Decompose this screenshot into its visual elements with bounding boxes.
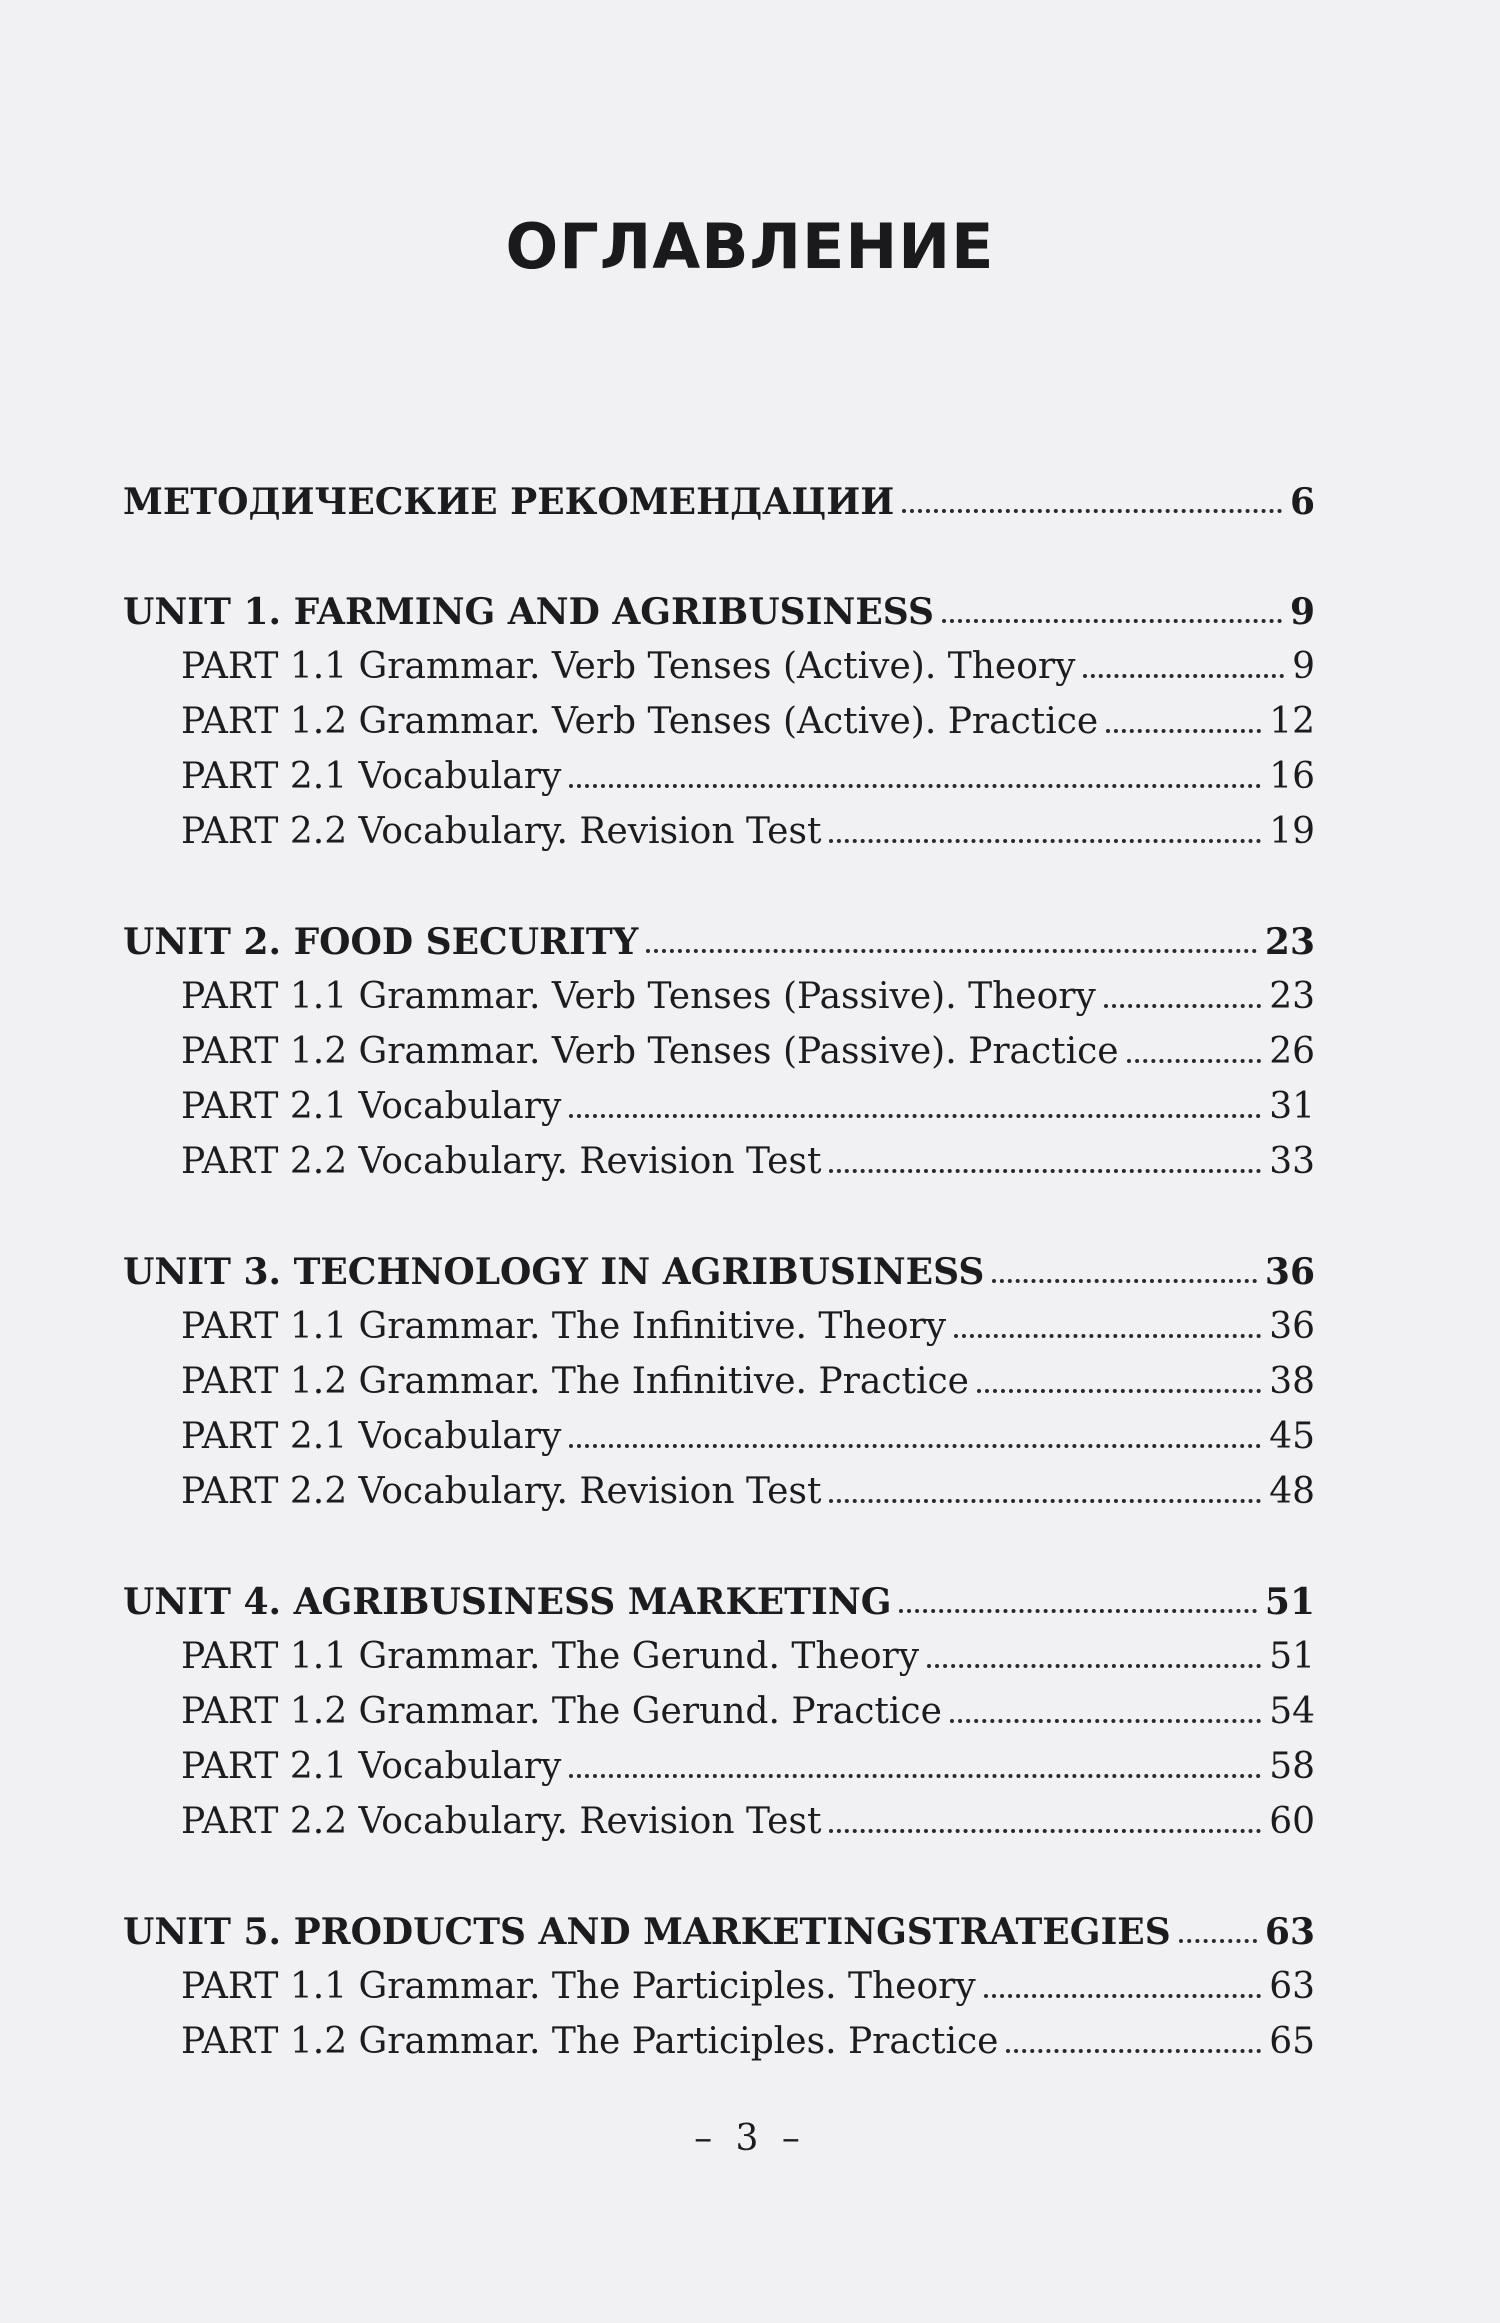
toc-entry [181, 1073, 1315, 1129]
toc-entry-page: 63 [1269, 1966, 1315, 2007]
toc-entry [181, 743, 1315, 799]
toc-entry-page: 54 [1269, 1691, 1315, 1732]
toc-entry-title: UNIT 3. TECHNOLOGY IN AGRIBUSINESS [123, 1251, 985, 1293]
toc-entry [181, 1788, 1315, 1844]
dot-leader [1179, 1939, 1257, 1943]
toc-entry [181, 688, 1315, 744]
toc-entry-page: 36 [1269, 1306, 1315, 1347]
toc-section-heading [123, 468, 1315, 524]
dot-leader [646, 949, 1257, 953]
dot-leader [1104, 1004, 1261, 1008]
toc-entry-page: 36 [1264, 1251, 1315, 1293]
toc-entry-page: 38 [1269, 1361, 1315, 1402]
toc-entry-page: 51 [1264, 1581, 1315, 1623]
toc-entry-title: UNIT 1. FARMING AND AGRIBUSINESS [123, 591, 934, 633]
dot-leader [829, 1499, 1261, 1503]
dot-leader [569, 784, 1261, 788]
toc-entry-title: PART 1.2 Grammar. The Infinitive. Practice [181, 1361, 969, 1402]
toc-entry-title: PART 1.1 Grammar. The Infinitive. Theory [181, 1306, 947, 1347]
toc-section-heading [123, 578, 1315, 634]
toc-entry-title: PART 2.2 Vocabulary. Revision Test [181, 1471, 822, 1512]
toc-entry-title: PART 2.1 Vocabulary [181, 1416, 562, 1457]
toc-entry-page: 19 [1269, 811, 1315, 852]
toc-entry [181, 1458, 1315, 1514]
toc-entry-title: PART 1.2 Grammar. The Gerund. Practice [181, 1691, 942, 1732]
dot-leader [829, 1169, 1261, 1173]
toc-entry [181, 633, 1315, 689]
toc-entry [181, 1953, 1315, 2009]
toc-entry-title: PART 1.1 Grammar. Verb Tenses (Active). Theory [181, 646, 1076, 687]
toc-entry [181, 1733, 1315, 1789]
dot-leader [569, 1774, 1261, 1778]
toc-entry-page: 23 [1269, 976, 1315, 1017]
toc-entry-page: 63 [1264, 1911, 1315, 1953]
dot-leader [1127, 1059, 1262, 1063]
toc-entry-title: PART 1.2 Grammar. Verb Tenses (Passive). Practice [181, 1031, 1119, 1072]
toc-entry [181, 1623, 1315, 1679]
toc-entry-title: PART 1.2 Grammar. The Participles. Practice [181, 2021, 999, 2062]
dot-leader [829, 1829, 1261, 1833]
toc-entry-page: 48 [1269, 1471, 1315, 1512]
toc-entry-page: 6 [1289, 481, 1315, 523]
toc-entry-page: 9 [1292, 646, 1315, 687]
toc-entry [181, 1678, 1315, 1734]
toc-entry [181, 1018, 1315, 1074]
toc-section-heading [123, 908, 1315, 964]
toc-entry-title: PART 1.1 Grammar. The Participles. Theory [181, 1966, 976, 2007]
toc-entry-page: 26 [1269, 1031, 1315, 1072]
toc-entry-page: 60 [1269, 1801, 1315, 1842]
dot-leader [950, 1719, 1261, 1723]
toc-entry [181, 798, 1315, 854]
toc-entry-title: PART 2.1 Vocabulary [181, 1746, 562, 1787]
dot-leader [1083, 674, 1284, 678]
toc-entry-title: PART 1.1 Grammar. The Gerund. Theory [181, 1636, 920, 1677]
toc-section-heading [123, 1898, 1315, 1954]
toc-entry-page: 45 [1269, 1416, 1315, 1457]
dot-leader [569, 1114, 1261, 1118]
dot-leader [1006, 2049, 1261, 2053]
toc-entry-page: 58 [1269, 1746, 1315, 1787]
toc-entry-page: 65 [1269, 2021, 1315, 2062]
toc-entry-title: PART 2.1 Vocabulary [181, 1086, 562, 1127]
dot-leader [977, 1389, 1261, 1393]
toc-entry-title: UNIT 5. PRODUCTS AND MARKETINGSTRATEGIES [123, 1911, 1171, 1953]
toc-entry [181, 1403, 1315, 1459]
toc-entry-title: PART 1.2 Grammar. Verb Tenses (Active). Practice [181, 701, 1099, 742]
dot-leader [902, 509, 1282, 513]
toc-section-heading [123, 1568, 1315, 1624]
dot-leader [984, 1994, 1262, 1998]
toc-entry [181, 1348, 1315, 1404]
dot-leader [992, 1279, 1257, 1283]
toc-entry-page: 9 [1289, 591, 1315, 633]
toc-entry-page: 33 [1269, 1141, 1315, 1182]
toc-entry-page: 51 [1269, 1636, 1315, 1677]
dot-leader [954, 1334, 1261, 1338]
toc-entry-title: PART 2.1 Vocabulary [181, 756, 562, 797]
toc-entry-page: 23 [1264, 921, 1315, 963]
toc-section-heading [123, 1238, 1315, 1294]
page-number: – 3 – [694, 2118, 806, 2159]
dot-leader [942, 619, 1282, 623]
dot-leader [1106, 729, 1261, 733]
toc-entry [181, 2008, 1315, 2064]
toc-entry-title: PART 1.1 Grammar. Verb Tenses (Passive). Theory [181, 976, 1096, 1017]
toc-entry-title: UNIT 2. FOOD SECURITY [123, 921, 639, 963]
toc-entry [181, 1293, 1315, 1349]
toc-entry [181, 963, 1315, 1019]
toc-entry-title: PART 2.2 Vocabulary. Revision Test [181, 1801, 822, 1842]
toc-entry-page: 31 [1269, 1086, 1315, 1127]
toc-entry-title: PART 2.2 Vocabulary. Revision Test [181, 1141, 822, 1182]
page-title: ОГЛАВЛЕНИЕ [505, 210, 995, 283]
toc-entry-title: PART 2.2 Vocabulary. Revision Test [181, 811, 822, 852]
toc-entry-page: 16 [1269, 756, 1315, 797]
dot-leader [569, 1444, 1261, 1448]
dot-leader [829, 839, 1261, 843]
toc-entry-page: 12 [1269, 701, 1315, 742]
dot-leader [927, 1664, 1261, 1668]
dot-leader [899, 1609, 1256, 1613]
toc-entry-title: МЕТОДИЧЕСКИЕ РЕКОМЕНДАЦИИ [123, 481, 895, 523]
toc-entry-title: UNIT 4. AGRIBUSINESS MARKETING [123, 1581, 892, 1623]
toc-entry [181, 1128, 1315, 1184]
